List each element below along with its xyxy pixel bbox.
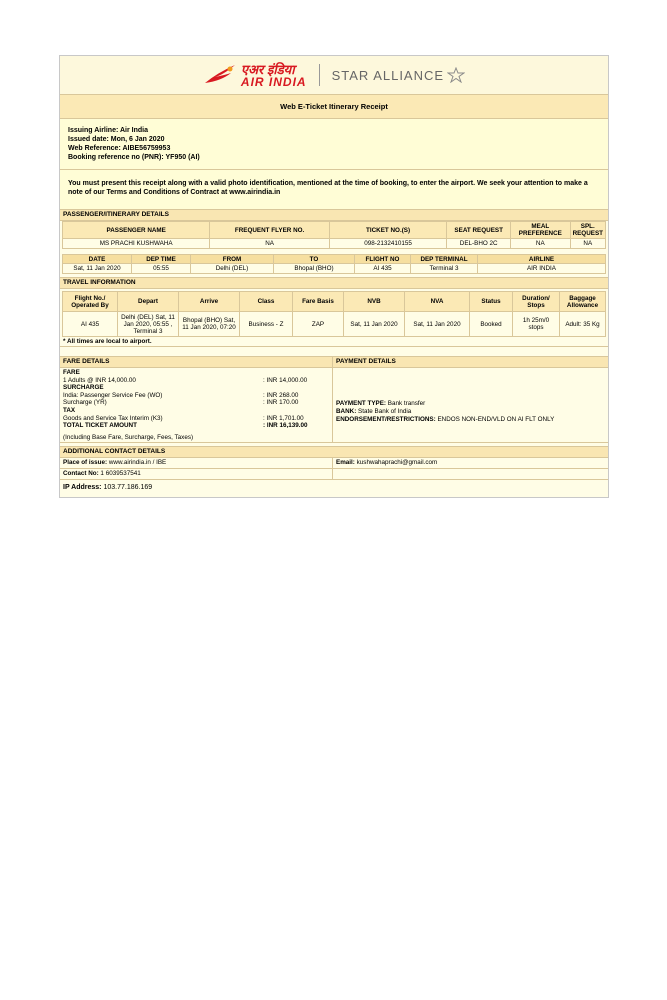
- yr-amount: : INR 170.00: [263, 399, 299, 407]
- flying-swan-icon: [203, 63, 237, 87]
- col-date: DATE: [63, 255, 132, 264]
- bank-label: BANK:: [336, 408, 357, 415]
- ticket-no: 098-2132410155: [329, 239, 447, 249]
- depart-info: Delhi (DEL) Sat, 11 Jan 2020, 05:55 , Terminal 3: [118, 312, 179, 337]
- col-flight-no: FLIGHT NO: [355, 255, 411, 264]
- airline-english-name: AIR INDIA: [240, 74, 307, 89]
- col-spl-request: SPL. REQUEST: [570, 222, 605, 239]
- fare-inclusion-note: (Including Base Fare, Surcharge, Fees, Taxes): [63, 433, 194, 441]
- col-dep-terminal: DEP TERMINAL: [411, 255, 478, 264]
- psf-amount: : INR 268.00: [263, 391, 299, 399]
- header-logos: [60, 56, 608, 95]
- flight-operated: AI 435: [63, 312, 118, 337]
- col-duration: Duration/ Stops: [513, 292, 560, 312]
- airline: AIR INDIA: [478, 264, 606, 274]
- col-fare-basis: Fare Basis: [293, 292, 344, 312]
- meal-preference: NA: [511, 239, 571, 249]
- gst-amount: : INR 1,701.00: [263, 414, 304, 422]
- gst: Goods and Service Tax Interim (K3): [63, 414, 163, 422]
- col-ticket-no: TICKET NO.(S): [329, 222, 447, 239]
- payment-details: [333, 368, 608, 424]
- endorsement-label: ENDORSEMENT/RESTRICTIONS:: [336, 416, 436, 423]
- col-flight-operated: Flight No./ Operated By: [63, 292, 118, 312]
- contact-details: [60, 458, 608, 469]
- payment-type-value: Bank transfer: [386, 400, 426, 407]
- surcharge-yr: Surcharge (YR): [63, 399, 107, 407]
- spl-request: NA: [570, 239, 605, 249]
- fare-heading: FARE DETAILS: [60, 357, 332, 368]
- issued-date: Issued date: Mon, 6 Jan 2020: [68, 136, 165, 143]
- surcharge-label: SURCHARGE: [63, 384, 104, 392]
- ip-value: 103.77.186.169: [101, 484, 153, 492]
- col-depart: Depart: [118, 292, 179, 312]
- contact-no-value: 1 6039537541: [98, 470, 141, 478]
- table-row: [63, 239, 606, 249]
- local-time-note: * All times are local to airport.: [60, 337, 608, 347]
- col-nva: NVA: [405, 292, 470, 312]
- adult-fare-amount: : INR 14,000.00: [263, 376, 308, 384]
- nva: Sat, 11 Jan 2020: [405, 312, 470, 337]
- star-alliance-icon: [447, 67, 465, 83]
- passenger-section-heading: PASSENGER/ITINERARY DETAILS: [60, 210, 608, 221]
- adult-fare: 1 Adults @ INR 14,000.00: [63, 376, 136, 384]
- air-india-logo: [203, 63, 307, 88]
- from-city: Delhi (DEL): [191, 264, 274, 274]
- col-frequent-flyer: FREQUENT FLYER NO.: [210, 222, 329, 239]
- col-meal-preference: MEAL PREFERENCE: [511, 222, 571, 239]
- payment-heading: PAYMENT DETAILS: [333, 357, 608, 368]
- class: Business - Z: [240, 312, 293, 337]
- star-alliance-text: STAR ALLIANCE: [331, 67, 445, 83]
- arrive-info: Bhopal (BHO) Sat, 11 Jan 2020, 07:20: [179, 312, 240, 337]
- frequent-flyer-no: NA: [210, 239, 329, 249]
- dep-terminal: Terminal 3: [411, 264, 478, 274]
- contact-phone-row: [60, 469, 608, 480]
- col-arrive: Arrive: [179, 292, 240, 312]
- flight-date: Sat, 11 Jan 2020: [63, 264, 132, 274]
- bank-value: State Bank of India: [356, 408, 412, 415]
- col-to: TO: [274, 255, 355, 264]
- ip-label: IP Address:: [63, 484, 102, 492]
- col-status: Status: [470, 292, 513, 312]
- email-label: Email:: [336, 459, 355, 467]
- e-ticket-receipt: [59, 55, 609, 498]
- nvb: Sat, 11 Jan 2020: [344, 312, 405, 337]
- tax-label: TAX: [63, 406, 76, 414]
- col-baggage: Baggage Allowance: [560, 292, 606, 312]
- travel-table: [62, 291, 606, 337]
- col-passenger-name: PASSENGER NAME: [63, 222, 210, 239]
- web-reference: Web Reference: AIBE56759953: [68, 145, 171, 152]
- col-airline: AIRLINE: [478, 255, 606, 264]
- flight-no: AI 435: [355, 264, 411, 274]
- place-of-issue-label: Place of issue:: [63, 459, 108, 467]
- col-seat-request: SEAT REQUEST: [447, 222, 511, 239]
- col-class: Class: [240, 292, 293, 312]
- payment-type-label: PAYMENT TYPE:: [336, 400, 387, 407]
- endorsement-value: ENDOS NON-END/VLD ON AI FLT ONLY: [435, 416, 555, 423]
- place-of-issue-value: www.airindia.in / IBE: [107, 459, 167, 467]
- passenger-service-fee: India: Passenger Service Fee (WO): [63, 391, 163, 399]
- col-dep-time: DEP TIME: [132, 255, 191, 264]
- receipt-title: Web E-Ticket Itinerary Receipt: [60, 95, 608, 119]
- ip-address: [60, 480, 608, 497]
- table-row: [63, 264, 606, 274]
- star-alliance-logo: [332, 67, 465, 83]
- fare-payment-section: [60, 356, 608, 442]
- dep-time: 05:55: [132, 264, 191, 274]
- issuing-airline: Issuing Airline: Air India: [68, 127, 148, 134]
- passenger-table: [62, 221, 606, 249]
- status: Booked: [470, 312, 513, 337]
- logo-divider: [319, 64, 320, 86]
- total-amount: : INR 16,139.00: [263, 422, 308, 430]
- id-notice: You must present this receipt along with a valid photo identification, mentioned at the time of booking, to enter the airport. We seek your attention to make a note of our Terms and Conditions of Contract at www.airindia.in: [60, 170, 608, 210]
- passenger-name: MS PRACHI KUSHWAHA: [63, 239, 210, 249]
- airline-hindi-name: एअर इंडिया: [240, 61, 295, 77]
- fare-label: FARE: [63, 369, 80, 376]
- to-city: Bhopal (BHO): [274, 264, 355, 274]
- contact-no-label: Contact No:: [63, 470, 99, 478]
- table-row: [63, 312, 606, 337]
- duration-stops: 1h 25m/0 stops: [513, 312, 560, 337]
- baggage-allowance: Adult: 35 Kg: [560, 312, 606, 337]
- travel-section-heading: TRAVEL INFORMATION: [60, 277, 608, 289]
- itinerary-table: [62, 254, 606, 274]
- contact-heading: ADDITIONAL CONTACT DETAILS: [60, 446, 608, 458]
- pnr: Booking reference no (PNR): YF950 (AI): [68, 154, 200, 161]
- col-nvb: NVB: [344, 292, 405, 312]
- fare-details: [60, 368, 332, 442]
- fare-basis: ZAP: [293, 312, 344, 337]
- booking-info: [60, 119, 608, 170]
- col-from: FROM: [191, 255, 274, 264]
- seat-request: DEL-BHO 2C: [447, 239, 511, 249]
- email-value: kushwahaprachi@gmail.com: [354, 459, 438, 467]
- total-label: TOTAL TICKET AMOUNT: [63, 422, 137, 430]
